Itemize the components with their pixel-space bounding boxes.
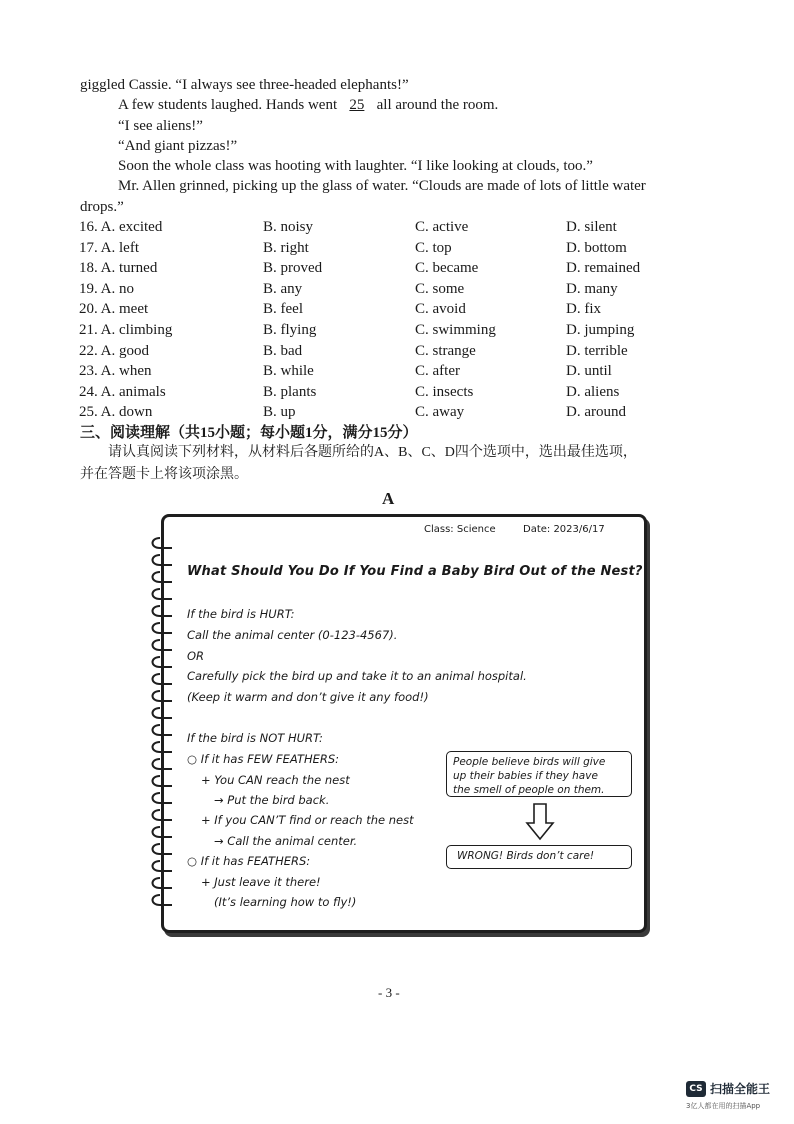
option-c: C. top	[415, 239, 452, 256]
option-b: B. proved	[263, 260, 323, 277]
option-d: D. jumping	[566, 322, 635, 338]
option-d: D. many	[566, 280, 618, 297]
myth-line-1: People believe birds will give	[453, 756, 606, 768]
option-c: C. away	[415, 404, 465, 421]
hurt-or: OR	[187, 649, 205, 663]
option-d: D. bottom	[566, 239, 627, 256]
few-feathers-reach: + You CAN reach the nest	[201, 773, 350, 787]
option-c: C. swimming	[415, 322, 496, 338]
camscanner-tagline: 3亿人都在用的扫描App	[686, 1102, 761, 1110]
option-b: B. noisy	[263, 219, 314, 235]
few-feathers-call: → Call the animal center.	[214, 834, 358, 848]
option-a: 24. A. animals	[79, 383, 166, 400]
option-d: D. aliens	[566, 383, 620, 400]
option-b: B. bad	[263, 342, 303, 359]
option-a: 20. A. meet	[79, 301, 149, 318]
story-line-1: giggled Cassie. “I always see three-headed elephants!”	[80, 77, 409, 93]
option-b: B. up	[263, 404, 296, 421]
notebook-date-label: Date: 2023/6/17	[523, 524, 605, 535]
feathers-heading: ○ If it has FEATHERS:	[187, 854, 311, 868]
option-c: C. active	[415, 219, 469, 235]
few-feathers-heading: ○ If it has FEW FEATHERS:	[187, 752, 340, 766]
option-a: 17. A. left	[79, 239, 139, 256]
instruction-line-1: 请认真阅读下列材料，从材料后各题所给的A、B、C、D四个选项中，选出最佳选项，	[108, 445, 637, 460]
option-d: D. fix	[566, 301, 601, 318]
story-line-7: drops.”	[80, 199, 124, 215]
feathers-leave: + Just leave it there!	[201, 875, 321, 889]
feathers-learning: (It’s learning how to fly!)	[214, 895, 357, 909]
option-b: B. right	[263, 239, 309, 256]
instruction-line-2: 并在答题卡上将该项涂黑。	[80, 467, 248, 482]
option-d: D. around	[566, 404, 626, 421]
hurt-step-carry: Carefully pick the bird up and take it to an animal hospital.	[187, 669, 527, 683]
option-a: 25. A. down	[79, 404, 153, 421]
story-line-2-post: all around the room.	[372, 97, 499, 113]
option-d: D. until	[566, 363, 612, 380]
option-a: 23. A. when	[79, 363, 152, 380]
option-b: B. flying	[263, 322, 317, 338]
option-a: 18. A. turned	[79, 260, 158, 277]
option-a: 16. A. excited	[79, 219, 163, 235]
option-c: C. strange	[415, 342, 476, 359]
option-c: C. some	[415, 280, 465, 297]
few-feathers-cant-reach: + If you CAN’T find or reach the nest	[201, 813, 414, 827]
option-c: C. after	[415, 363, 460, 380]
hurt-heading: If the bird is HURT:	[187, 607, 295, 621]
option-a: 21. A. climbing	[79, 322, 173, 338]
page-number: - 3 -	[378, 985, 400, 1000]
story-line-6: Mr. Allen grinned, picking up the glass of water. “Clouds are made of lots of little water	[118, 178, 646, 194]
option-a: 22. A. good	[79, 342, 150, 359]
option-c: C. avoid	[415, 301, 466, 318]
blank-25: 25	[349, 97, 365, 113]
option-d: D. remained	[566, 260, 641, 277]
option-b: B. plants	[263, 383, 317, 400]
option-c: C. insects	[415, 383, 474, 400]
option-d: D. silent	[566, 219, 617, 235]
camscanner-logo: CS	[686, 1081, 706, 1097]
notebook-class-label: Class: Science	[424, 524, 496, 535]
myth-line-3: the smell of people on them.	[453, 784, 605, 796]
option-c: C. became	[415, 260, 479, 277]
hurt-step-note: (Keep it warm and don’t give it any food!)	[187, 690, 429, 704]
section-title: 三、阅读理解（共15小题；每小题1分，满分15分）	[80, 425, 418, 441]
option-b: B. while	[263, 363, 314, 380]
passage-letter: A	[382, 489, 395, 508]
notebook-title: What Should You Do If You Find a Baby Bird Out of the Nest?	[187, 564, 643, 579]
option-b: B. feel	[263, 301, 303, 318]
few-feathers-put-back: → Put the bird back.	[214, 793, 330, 807]
story-line-5: Soon the whole class was hooting with laughter. “I like looking at clouds, too.”	[118, 158, 593, 174]
story-line-2-pre: A few students laughed. Hands went	[118, 97, 341, 113]
not-hurt-heading: If the bird is NOT HURT:	[187, 731, 323, 745]
spiral-binding-icon	[148, 530, 178, 910]
camscanner-brand: 扫描全能王	[710, 1082, 771, 1096]
story-line-3: “I see aliens!”	[118, 118, 203, 134]
story-line-2	[118, 95, 498, 115]
myth-line-2: up their babies if they have	[453, 770, 598, 782]
myth-bubble	[446, 751, 632, 797]
hurt-step-call: Call the animal center (0-123-4567).	[187, 628, 398, 642]
option-d: D. terrible	[566, 342, 628, 359]
story-line-4: “And giant pizzas!”	[118, 138, 238, 154]
fact-bubble: WRONG! Birds don’t care!	[446, 845, 632, 869]
down-arrow-icon	[525, 803, 555, 841]
option-a: 19. A. no	[79, 280, 135, 297]
option-b: B. any	[263, 280, 303, 297]
